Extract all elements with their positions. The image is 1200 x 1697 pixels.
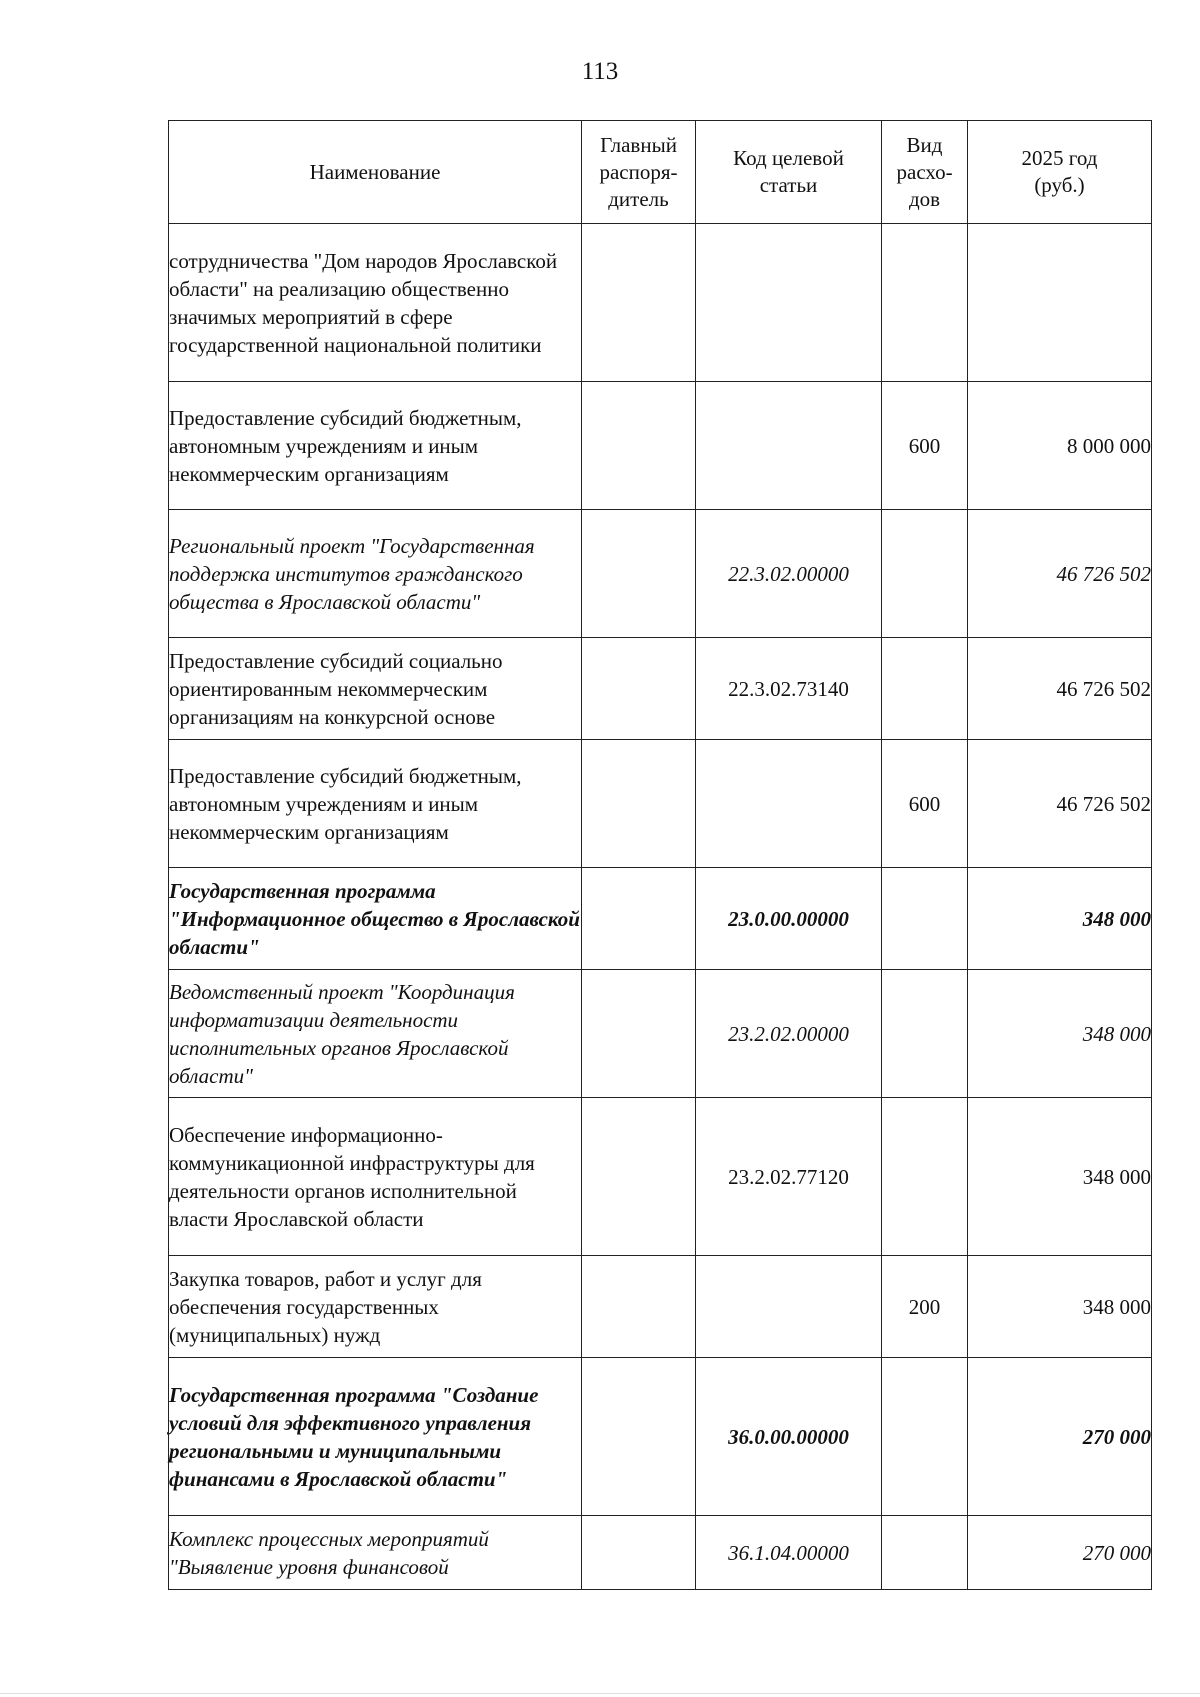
row-code-cell <box>696 1256 882 1358</box>
header-amount-label: 2025 год (руб.) <box>1021 146 1098 197</box>
page-bottom-rule <box>0 1693 1200 1694</box>
table-body <box>169 224 1152 1590</box>
table-row <box>169 224 1152 382</box>
row-manager-cell <box>582 1256 696 1358</box>
row-amount-cell: 270 000 <box>968 1516 1152 1590</box>
page-number: 113 <box>581 58 619 85</box>
table-row <box>169 740 1152 868</box>
row-amount-cell: 46 726 502 <box>968 510 1152 638</box>
budget-table <box>168 120 1152 1590</box>
row-code-cell: 36.1.04.00000 <box>696 1516 882 1590</box>
row-amount-cell: 46 726 502 <box>968 638 1152 740</box>
header-code <box>696 121 882 224</box>
row-amount-cell: 348 000 <box>968 1256 1152 1358</box>
table-row <box>169 1358 1152 1516</box>
row-manager-cell <box>582 868 696 970</box>
header-manager <box>582 121 696 224</box>
row-manager-cell <box>582 382 696 510</box>
row-code-cell <box>696 740 882 868</box>
row-type-cell <box>882 510 968 638</box>
table-row <box>169 1098 1152 1256</box>
header-type-label: Вид расхо-дов <box>896 132 953 211</box>
row-name-cell: Предоставление субсидий бюджетным, автономным учреждениям и иным некоммерческим организациям <box>169 740 582 868</box>
row-type-cell <box>882 970 968 1098</box>
header-code-label: Код целевой статьи <box>733 146 844 197</box>
row-type-cell: 200 <box>882 1256 968 1358</box>
row-manager-cell <box>582 1358 696 1516</box>
table-header-row <box>169 121 1152 224</box>
table-row <box>169 382 1152 510</box>
row-code-cell: 22.3.02.00000 <box>696 510 882 638</box>
row-manager-cell <box>582 1516 696 1590</box>
row-manager-cell <box>582 1098 696 1256</box>
row-amount-cell: 348 000 <box>968 868 1152 970</box>
row-manager-cell <box>582 970 696 1098</box>
row-name-cell: Закупка товаров, работ и услуг для обеспечения государственных (муниципальных) нужд <box>169 1256 582 1358</box>
row-code-cell: 23.2.02.77120 <box>696 1098 882 1256</box>
table-row <box>169 970 1152 1098</box>
table-row <box>169 510 1152 638</box>
row-manager-cell <box>582 638 696 740</box>
header-amount <box>968 121 1152 224</box>
row-manager-cell <box>582 510 696 638</box>
row-type-cell <box>882 224 968 382</box>
row-type-cell: 600 <box>882 740 968 868</box>
row-code-cell: 23.2.02.00000 <box>696 970 882 1098</box>
row-name-cell: сотрудничества "Дом народов Ярославской области" на реализацию общественно значимых мероприятий в сфере государственной национальной политики <box>169 224 582 382</box>
row-type-cell <box>882 868 968 970</box>
row-amount-cell: 270 000 <box>968 1358 1152 1516</box>
row-code-cell: 36.0.00.00000 <box>696 1358 882 1516</box>
table-row <box>169 1256 1152 1358</box>
table-row <box>169 638 1152 740</box>
row-type-cell <box>882 1516 968 1590</box>
row-name-cell: Ведомственный проект "Координация информатизации деятельности исполнительных органов Ярославской области" <box>169 970 582 1098</box>
table-row <box>169 868 1152 970</box>
row-type-cell <box>882 1098 968 1256</box>
row-code-cell: 23.0.00.00000 <box>696 868 882 970</box>
row-manager-cell <box>582 740 696 868</box>
row-name-cell: Государственная программа "Создание условий для эффективного управления региональными и муниципальными финансами в Ярославской области" <box>169 1358 582 1516</box>
row-code-cell <box>696 224 882 382</box>
row-manager-cell <box>582 224 696 382</box>
row-amount-cell: 8 000 000 <box>968 382 1152 510</box>
row-name-cell: Предоставление субсидий бюджетным, автономным учреждениям и иным некоммерческим организациям <box>169 382 582 510</box>
table-row <box>169 1516 1152 1590</box>
row-name-cell: Государственная программа "Информационное общество в Ярославской области" <box>169 868 582 970</box>
row-amount-cell: 348 000 <box>968 1098 1152 1256</box>
header-name: Наименование <box>169 121 582 224</box>
row-code-cell: 22.3.02.73140 <box>696 638 882 740</box>
row-type-cell <box>882 638 968 740</box>
row-name-cell: Предоставление субсидий социально ориентированным некоммерческим организациям на конкурсной основе <box>169 638 582 740</box>
row-name-cell: Обеспечение информационно-коммуникационной инфраструктуры для деятельности органов исполнительной власти Ярославской области <box>169 1098 582 1256</box>
row-type-cell <box>882 1358 968 1516</box>
row-amount-cell <box>968 224 1152 382</box>
row-type-cell: 600 <box>882 382 968 510</box>
row-name-cell: Региональный проект "Государственная поддержка институтов гражданского общества в Ярославской области" <box>169 510 582 638</box>
row-code-cell <box>696 382 882 510</box>
header-manager-label: Главный распоря-дитель <box>599 132 678 211</box>
header-type <box>882 121 968 224</box>
row-amount-cell: 46 726 502 <box>968 740 1152 868</box>
row-amount-cell: 348 000 <box>968 970 1152 1098</box>
row-name-cell: Комплекс процессных мероприятий "Выявление уровня финансовой <box>169 1516 582 1590</box>
